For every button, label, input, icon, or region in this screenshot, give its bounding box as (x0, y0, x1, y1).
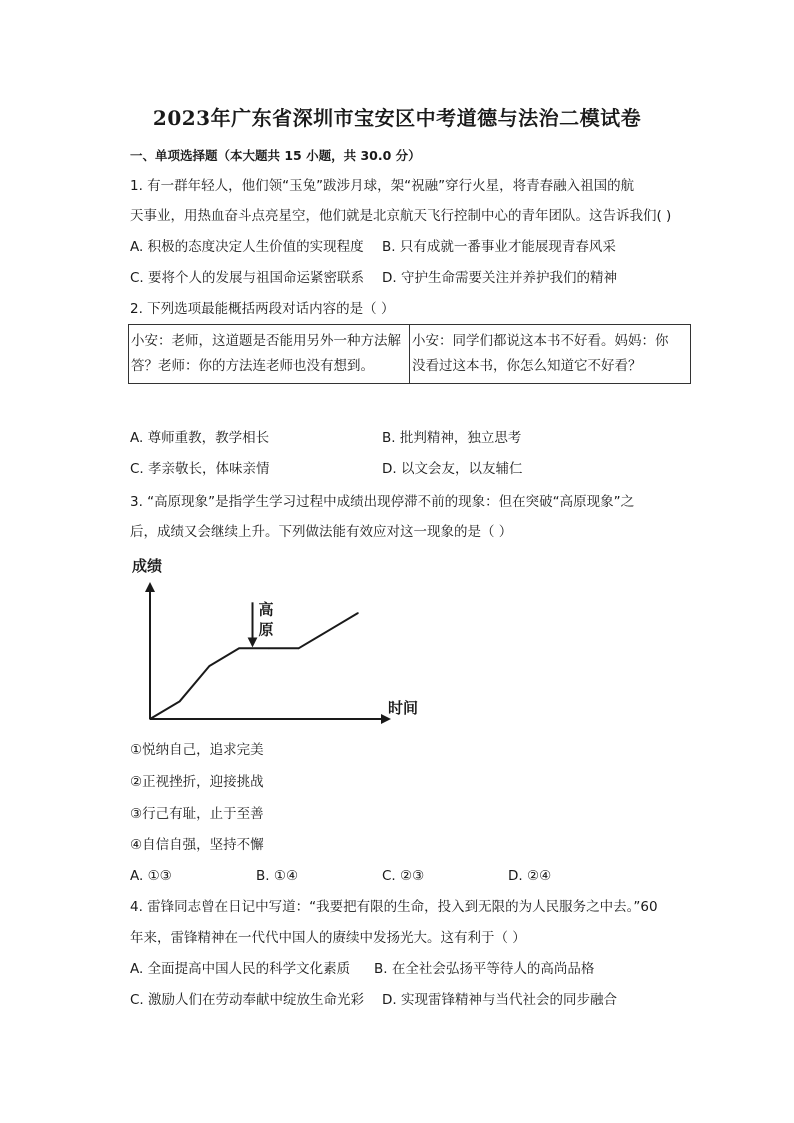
score-series-line (150, 613, 358, 719)
chart-xlabel: 时间 (388, 699, 419, 717)
q4-stem-line1: 4. 雷锋同志曾在日记中写道：“我要把有限的生命，投入到无限的为人民服务之中去。”60 (130, 899, 658, 915)
data-point (298, 648, 300, 650)
q2-dialog-left-line1: 小安：老师，这道题是否能用另外一种方法解 (131, 333, 401, 349)
q3-option-c: C. ②③ (382, 868, 425, 884)
q2-dialog-table (128, 324, 691, 384)
q2-dialog-right (410, 325, 691, 384)
q2-option-b: B. 批判精神，独立思考 (382, 430, 522, 446)
q4-option-b: B. 在全社会弘扬平等待人的高尚品格 (374, 961, 595, 977)
plateau-label-char2: 原 (258, 620, 274, 639)
q2-dialog-left (129, 325, 410, 384)
score-points (149, 612, 359, 720)
q3-option-b: B. ①④ (256, 868, 299, 884)
q3-item-2: ②正视挫折，迎接挑战 (130, 774, 264, 790)
q1-option-b: B. 只有成就一番事业才能展现青春风采 (382, 239, 616, 255)
q2-dialog-right-line1: 小安：同学们都说这本书不好看。妈妈：你 (412, 333, 669, 349)
q4-option-a: A. 全面提高中国人民的科学文化素质 (130, 961, 351, 977)
data-point (179, 701, 181, 703)
q3-stem-line2: 后，成绩又会继续上升。下列做法能有效应对这一现象的是（ ） (130, 524, 513, 540)
q3-option-a: A. ①③ (130, 868, 172, 884)
section-heading: 一、单项选择题（本大题共 15 小题，共 30.0 分） (130, 148, 421, 163)
q1-option-c: C. 要将个人的发展与祖国命运紧密联系 (130, 270, 365, 286)
q1-stem-line2: 天事业，用热血奋斗点亮星空，他们就是北京航天飞行控制中心的青年团队。这告诉我们( ) (130, 208, 672, 224)
q1-stem-line1: 1. 有一群年轻人，他们领“玉兔”跋涉月球，架“祝融”穿行火星，将青春融入祖国的航 (130, 178, 635, 194)
q3-stem-line1: 3. “高原现象”是指学生学习过程中成绩出现停滞不前的现象：但在突破“高原现象”之 (130, 494, 635, 510)
q2-dialog-right-line2: 没看过这本书，你怎么知道它不好看？ (412, 358, 642, 374)
q1-option-d: D. 守护生命需要关注并养护我们的精神 (382, 270, 617, 286)
q3-item-4: ④自信自强，坚持不懈 (130, 837, 264, 853)
page-title: 2023年广东省深圳市宝安区中考道德与法治二模试卷 (152, 106, 642, 130)
q2-option-d: D. 以文会友，以友辅仁 (382, 461, 523, 477)
q2-dialog-left-line2: 答？老师：你的方法连老师也没有想到。 (131, 358, 374, 374)
q1-option-a: A. 积极的态度决定人生价值的实现程度 (130, 239, 364, 255)
data-point (209, 665, 211, 667)
table-row (129, 325, 691, 384)
q2-option-a: A. 尊师重教，教学相长 (130, 430, 270, 446)
q4-stem-line2: 年来，雷锋精神在一代代中国人的赓续中发扬光大。这有利于（ ） (130, 930, 526, 946)
q2-stem: 2. 下列选项最能概括两段对话内容的是（ ） (130, 301, 395, 317)
plateau-label-char1: 高 (258, 600, 274, 619)
chart-ylabel: 成绩 (132, 557, 163, 575)
q4-option-d: D. 实现雷锋精神与当代社会的同步融合 (382, 992, 617, 1008)
data-point (268, 648, 270, 650)
data-point (357, 612, 359, 614)
q3-option-d: D. ②④ (508, 868, 552, 884)
q2-option-c: C. 孝亲敬长，体味亲情 (130, 461, 270, 477)
data-point (149, 718, 151, 720)
data-point (327, 630, 329, 632)
plateau-chart (128, 555, 428, 727)
data-point (238, 648, 240, 650)
q3-item-3: ③行己有耻，止于至善 (130, 806, 264, 822)
q3-item-1: ①悦纳自己，追求完美 (130, 742, 264, 758)
q4-option-c: C. 激励人们在劳动奉献中绽放生命光彩 (130, 992, 365, 1008)
